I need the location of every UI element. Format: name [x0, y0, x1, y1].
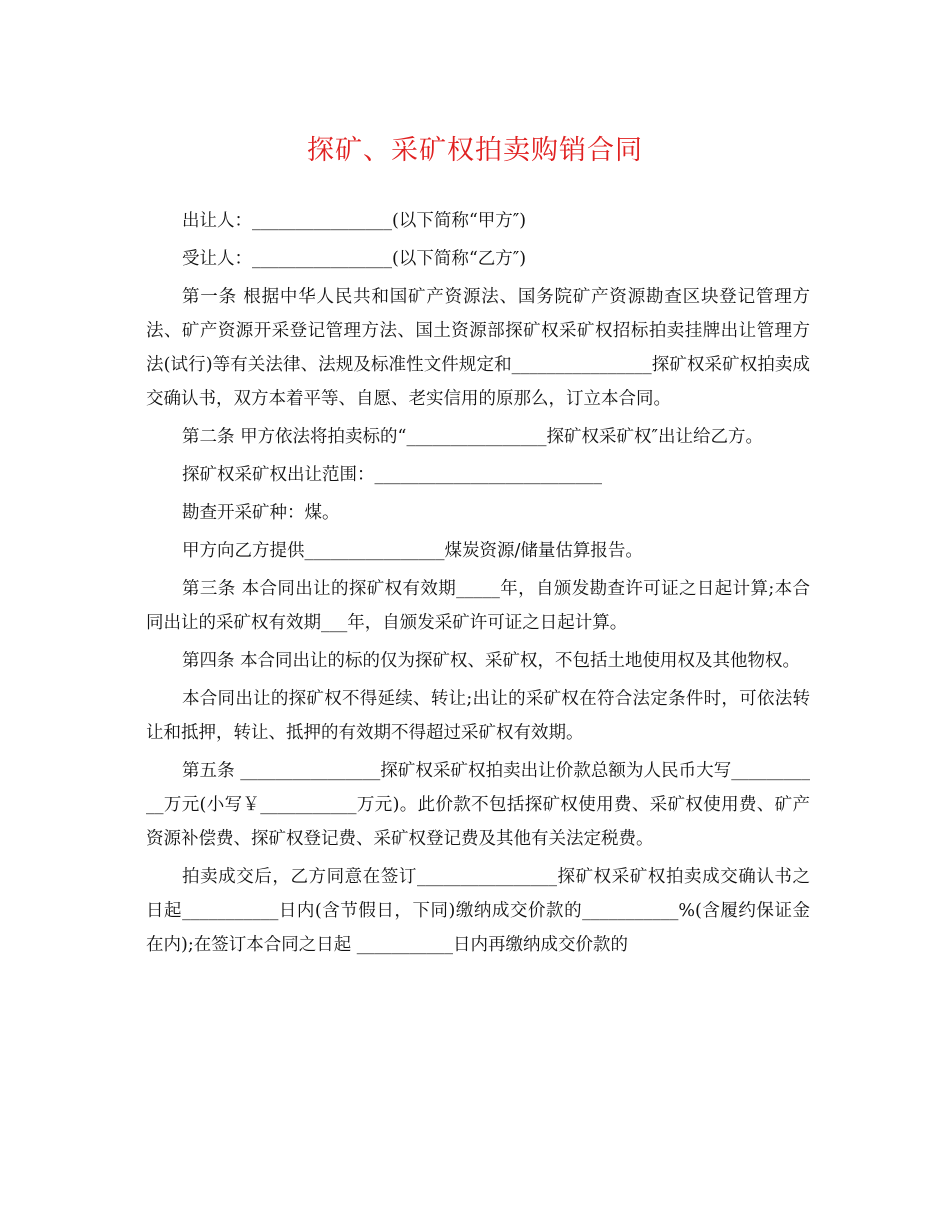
article-4: 第四条 本合同出让的标的仅为探矿权、采矿权，不包括土地使用权及其他物权。 [182, 651, 801, 671]
transferee-line: 受让人：________________(以下简称“乙方″) [182, 249, 527, 269]
transferor-line: 出让人：________________(以下简称“甲方″) [182, 211, 527, 231]
article-1: 第一条 根据中华人民共和国矿产资源法、国务院矿产资源勘查区块登记管理方法、矿产资源开采登记管理方法、国土资源部探矿权采矿权招标拍卖挂牌出让管理方法(试行)等有关法律、法规及标准性文件规定和________________探矿权采矿权拍卖成交确认书，双方本着平等、自愿、老实信用的原那么，订立本合同。 [146, 287, 810, 409]
transfer-scope: 探矿权采矿权出让范围：__________________________ [182, 465, 602, 485]
payment-terms: 拍卖成交后，乙方同意在签订________________探矿权采矿权拍卖成交确认书之日起___________日内(含节假日，下同)缴纳成交价款的___________%(含履约保证金在内);在签订本合同之日起 ___________日内再缴纳成交价款的 [146, 867, 810, 955]
article-3: 第三条 本合同出让的探矿权有效期_____年，自颁发勘查许可证之日起计算;本合同出让的采矿权有效期___年，自颁发采矿许可证之日起计算。 [146, 579, 810, 633]
article-5: 第五条 ________________探矿权采矿权拍卖出让价款总额为人民币大写___________万元(小写￥___________万元)。此价款不包括探矿权使用费、采矿权使用费、矿产资源补偿费、探矿权登记费、采矿权登记费及其他有关法定税费。 [146, 761, 810, 849]
reserve-report: 甲方向乙方提供________________煤炭资源/储量估算报告。 [182, 541, 643, 561]
transfer-restrictions: 本合同出让的探矿权不得延续、转让;出让的采矿权在符合法定条件时，可依法转让和抵押，转让、抵押的有效期不得超过采矿权有效期。 [146, 689, 810, 743]
document-body [146, 204, 810, 966]
mineral-type: 勘查开采矿种：煤。 [182, 503, 340, 523]
article-2: 第二条 甲方依法将拍卖标的“________________探矿权采矿权″出让给乙方。 [182, 427, 764, 447]
document-title: 探矿、采矿权拍卖购销合同 [307, 135, 643, 166]
